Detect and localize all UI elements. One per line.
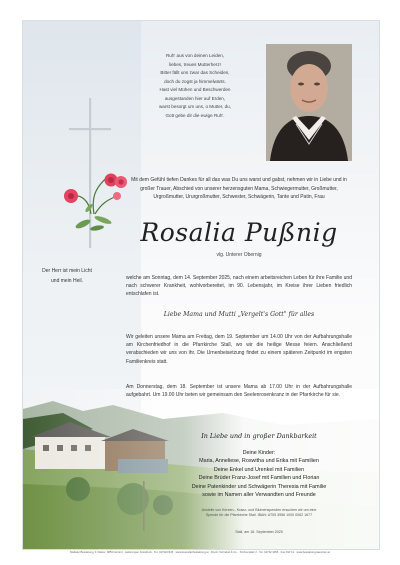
mourner-line: Deine Brüder Franz-Josef mit Familien und Florian [198,475,320,482]
house-name: vlg. Unterer Obernig [216,252,262,258]
motto: Liebe Mama und Mutti „Vergelt's Gott" für alles [163,311,315,318]
donation-line: Spende für die Pfarrkirche Stall. IBAN: AT05 3956 1000 0062 1677 [205,513,313,518]
funeral-text: Wir geleiten unsere Mama am Freitag, dem 19. September um 14.00 Uhr von der Aufbahrungshalle am Kirchenfriedhof in die Pfarrkirche Stall, wo wir die heilige Messe feiern. Anschließend verabschieden wir uns von ihr. Die Urnenbeisetzung findet zu einem späteren Zeitpunkt im engsten Familienkreis statt. [126,334,352,365]
faith-quote [28,266,106,286]
poem-line: warst besorgt um uns, o Mutter, du, [158,104,231,109]
poem-line: ausgestanden hier auf Erden, [164,95,226,101]
rosary-text: Am Donnerstag, dem 18. September ist unsere Mama ab 17.00 Uhr in der Aufbahrungshalle aufgebahrt. Um 19.00 Uhr beten wir gemeinsam den Seelenrosenkranz in der Pfarrkirche für sie. [126,384,352,399]
poem [140,52,250,120]
poem-line: Ruh' aus von deinen Leiden, [165,53,225,58]
mourners-heading: In Liebe und in großer Dankbarkeit [201,432,317,440]
deceased-name: Rosalia Pußnig [140,218,338,247]
portrait-photo [266,44,352,161]
mourner-line: Deine Patenkinder und Schwägerin Theresia mit Familie [191,483,327,490]
poem-line: doch du zogst ja himmelwärts. [164,78,226,84]
intro-text: Mit dem Gefühl tiefen Dankes für all das was Du uns warst und gabst, nehmen wir in Liebe und in großer Trauer, Abschied von unserer herzensguten Mama, Schwiegermutter, Großmutter, Urgroßmutter, Ururgroßmutter, Schwester, Schwägerin, Tante und Patin, Frau [131,177,347,201]
poem-line: liebes, treues Mutterherz! [169,61,221,67]
faith-line: Der Herr ist mein Licht [42,268,92,274]
donation-line: Anstelle von Kerzen-, Kranz- und Blumenspenden ersuchen wir um eine [201,508,317,512]
mourner-line: sowie im Namen aller Verwandten und Freunde [202,492,316,499]
poem-line: Hast viel Mühen und Beschwerden [159,87,231,92]
mourner-line: Maria, Anneliese, Roswitha und Erika mit Familien [199,458,319,465]
footer-imprint: Maltaler Bestattung, F. Rainer, 9853 Gmünd · Lieferungen Fotodruck · Tel. 04732/2345 · www.kuenstlerbestattung.at · Druck: Schrabel & Co. · Kirchenplatz 2 · Tel. 04732 3456 · Fax DW 12 · www.bestattung-kaernten.at [70,551,330,554]
mourners-list [166,449,352,499]
death-notice-text: welche am Sonntag, dem 14. September 2025, nach einem arbeitsreichen Leben für ihre Familie und nach schwerer Krankheit, wohlvorbereitet, im 90. Lebensjahr, im Kreise ihrer Lieben friedlich entschlafen ist. [126,275,352,298]
poem-line: Bitter fällt uns zwar das Scheiden, [160,70,230,75]
mourner-line: Deine Enkel und Urenkel mit Familien [213,466,305,473]
donation-note [166,508,352,519]
faith-line: und mein Heil. [51,278,83,284]
mourner-line: Deine Kinder: [242,450,276,456]
place-date: Stall, am 16. September 2025 [235,530,283,534]
poem-line: Gott gebe dir die ewige Ruh'. [165,112,225,118]
